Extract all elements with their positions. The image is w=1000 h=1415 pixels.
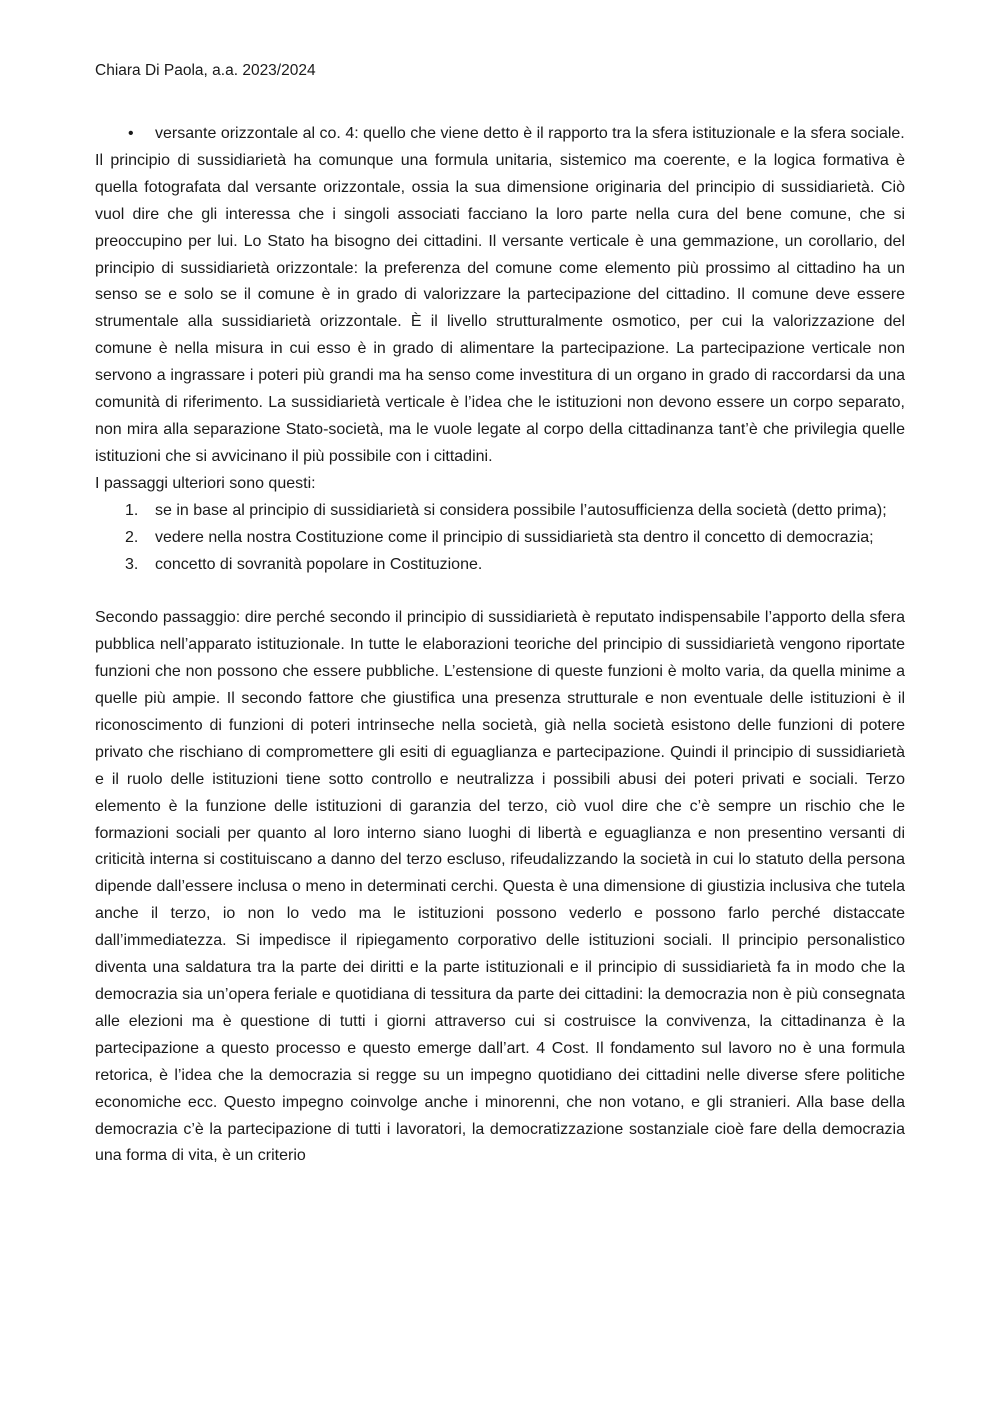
list-item-text: vedere nella nostra Costituzione come il principio di sussidiarietà sta dentro il concetto di democrazia;	[155, 528, 874, 546]
paragraph: Il principio di sussidiarietà ha comunque una formula unitaria, sistemico ma coerente, e la logica formativa è quella fotografata dal versante orizzontale, ossia la sua dimensione originaria del principio di sussidiarietà. Ciò vuol dire che gli interessa che i singoli associati facciano la loro parte nella cura del bene comune, che si preoccupino per lui. Lo Stato ha bisogno dei cittadini. Il versante verticale è una gemmazione, un corollario, del principio di sussidiarietà orizzontale: la preferenza del comune come elemento più prossimo al cittadino ha un senso se e solo se il comune è in grado di valorizzare la partecipazione del cittadino. Il comune deve essere strumentale alla sussidiarietà orizzontale. È il livello strutturalmente osmotico, per cui la valorizzazione del comune è nella misura in cui esso è in grado di alimentare la partecipazione. La partecipazione verticale non servono a ingrassare i poteri più grandi ma ha senso come investitura di un organo in grado di raccordarsi da una comunità di riferimento. La sussidiarietà verticale è l’idea che le istituzioni non devono essere un corpo separato, non mira alla separazione Stato-società, ma le vuole legate al corpo della cittadinanza tant’è che privilegia quelle istituzioni che si avvicinano il più possibile con i cittadini.	[95, 151, 905, 465]
list-number: 3.	[125, 555, 139, 573]
list-item	[95, 121, 905, 148]
list-intro: I passaggi ulteriori sono questi:	[95, 474, 316, 492]
list-item	[95, 552, 905, 579]
document-body	[95, 121, 905, 1170]
list-item-text: versante orizzontale al co. 4: quello che viene detto è il rapporto tra la sfera istituzionale e la sfera sociale.	[155, 125, 905, 142]
paragraph: Secondo passaggio: dire perché secondo il principio di sussidiarietà è reputato indispensabile l’apporto della sfera pubblica nell’apparato istituzionale. In tutte le elaborazioni teoriche del principio di sussidiarietà vengono riportate funzioni che non possono che essere pubbliche. L’estensione di queste funzioni è molto varia, da quella minime a quelle più ampie. Il secondo fattore che giustifica una presenza strutturale e non eventuale delle istituzioni è il riconoscimento di funzioni di poteri intrinseche nella società, già nella società esistono delle funzioni di potere privato che rischiano di compromettere gli esiti di eguaglianza e partecipazione. Quindi il principio di sussidiarietà e il ruolo delle istituzioni tiene sotto controllo e neutralizza i possibili abusi dei poteri privati e sociali. Terzo elemento è la funzione delle istituzioni di garanzia del terzo, ciò vuol dire che c’è sempre un rischio che le formazioni sociali per quanto al loro interno siano luoghi di libertà e eguaglianza e non presentino versanti di criticità interna si costituiscano a danno del terzo escluso, rifeudalizzando la società in cui lo statuto della persona dipende dall’essere inclusa o meno in determinati cerchi. Questa è una dimensione di giustizia inclusiva che tutela anche il terzo, io non lo vedo ma le istituzioni possono vederlo e possono farlo perché distaccate dall’immediatezza. Si impedisce il ripiegamento corporativo delle istituzioni sociali. Il principio personalistico diventa una saldatura tra la parte dei diritti e la parte istituzionali e il principio di sussidiarietà fa in modo che la democrazia sia un’opera feriale e quotidiana di tessitura da parte dei cittadini: la democrazia non è più consegnata alle elezioni ma è questione di tutti i giorni attraverso cui si costruisce la convivenza, la cittadinanza è la partecipazione a questo processo e questo emerge dall’art. 4 Cost. Il fondamento sul lavoro no è una formula retorica, è l’idea che la democrazia si regge su un impegno quotidiano dei cittadini nelle diverse sfere politiche economiche ecc. Questo impegno coinvolge anche i minorenni, che non votano, e gli stranieri. Alla base della democrazia c’è la partecipazione di tutti i lavoratori, la democratizzazione sostanziale cioè fare della democrazia una forma di vita, è un criterio	[95, 609, 905, 1165]
list-item-text: se in base al principio di sussidiarietà si considera possibile l’autosufficienza della società (detto prima);	[155, 501, 887, 519]
list-number: 1.	[125, 501, 139, 519]
numbered-list	[95, 498, 905, 579]
page-header: Chiara Di Paola, a.a. 2023/2024	[95, 62, 316, 79]
list-item-text: concetto di sovranità popolare in Costituzione.	[155, 555, 483, 573]
list-number: 2.	[125, 528, 139, 546]
list-item	[95, 498, 905, 525]
paragraph-spacer	[95, 578, 905, 605]
list-item	[95, 525, 905, 552]
bullet-marker: •	[128, 125, 134, 142]
bullet-list	[95, 121, 905, 148]
